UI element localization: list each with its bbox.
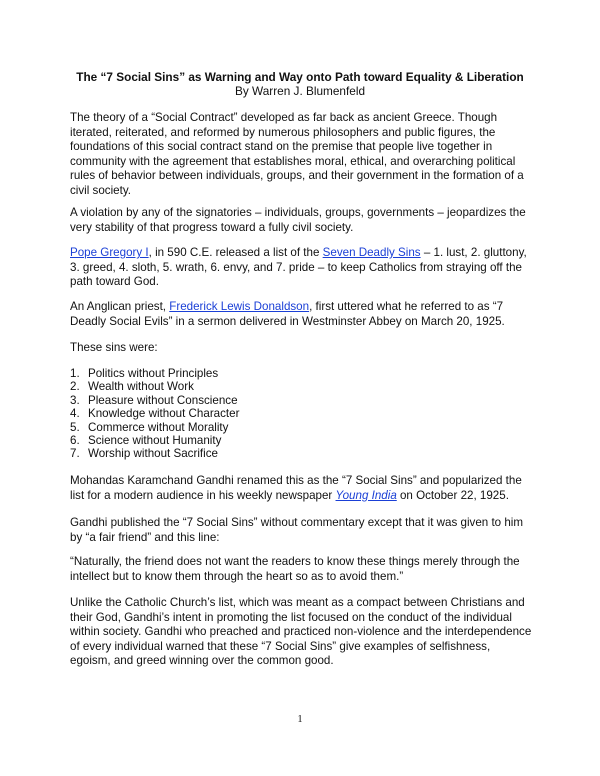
paragraph-text: on October 22, 1925.	[396, 488, 509, 502]
author-byline: By Warren J. Blumenfeld	[234, 84, 366, 98]
list-item	[70, 394, 532, 407]
list-number: 4.	[70, 407, 80, 421]
list-number: 6.	[70, 433, 80, 447]
paragraph-social-contract: The theory of a “Social Contract” developed as far back as ancient Greece. Though iterated, reiterated, and reformed by numerous philosophers and public figures, the foundations of this social contract stand on the premise that people live together in community with the agreement that establishes moral, ethical, and overarching political rules of behavior between individuals, groups, and their government in the formation of a civil society.	[70, 111, 524, 197]
list-text: Wealth without Work	[88, 380, 194, 394]
list-number: 7.	[70, 447, 80, 461]
page-number: 1	[297, 714, 303, 725]
list-text: Pleasure without Conscience	[88, 393, 238, 407]
list-text: Commerce without Morality	[88, 420, 229, 434]
paragraph-these-sins: These sins were:	[70, 341, 158, 354]
paragraph-catholic-church: Unlike the Catholic Church’s list, which was meant as a compact between Christians and their God, Gandhi’s intent in promoting the list focused on the conduct of the individual within society. Gandhi who preached and practiced non-violence and the interdependence of every individual warned that these “7 Social Sins” give examples of selfishness, egoism, and greed winning over the common good.	[70, 596, 532, 668]
list-item	[70, 380, 532, 393]
paragraph-donaldson	[70, 300, 532, 329]
list-item	[70, 434, 532, 447]
list-number: 5.	[70, 420, 80, 434]
sins-list	[70, 367, 532, 461]
link-seven-deadly-sins[interactable]: Seven Deadly Sins	[322, 246, 421, 259]
list-item	[70, 407, 532, 420]
paragraph-gandhi-renamed	[70, 474, 532, 503]
list-text: Science without Humanity	[88, 433, 222, 447]
list-item	[70, 367, 532, 380]
list-number: 1.	[70, 367, 80, 380]
document-title: The “7 Social Sins” as Warning and Way onto Path toward Equality & Liberation	[76, 70, 524, 84]
link-pope-gregory[interactable]: Pope Gregory I	[70, 246, 149, 259]
paragraph-text: An Anglican priest,	[70, 300, 170, 313]
paragraph-violation: A violation by any of the signatories – individuals, groups, governments – jeopardizes the very stability of that progress toward a fully civil society.	[70, 206, 526, 234]
link-frederick-lewis-donaldson[interactable]: Frederick Lewis Donaldson	[169, 300, 310, 313]
link-young-india[interactable]: Young India	[335, 488, 397, 502]
paragraph-text: , first uttered what he referred to as “7 Deadly Social Evils” in a sermon delivered in Westminster Abbey on March 20, 1925.	[70, 300, 505, 328]
list-item	[70, 421, 532, 434]
paragraph-quote: “Naturally, the friend does not want the readers to know these things merely through the intellect but to know them through the heart so as to avoid them.”	[70, 555, 520, 583]
paragraph-text: , in 590 C.E. released a list of the	[148, 246, 323, 259]
list-item	[70, 447, 532, 460]
list-text: Politics without Principles	[88, 367, 219, 380]
paragraph-text: – 1. lust, 2. gluttony, 3. greed, 4. sloth, 5. wrath, 6. envy, and 7. pride – to keep Catholics from straying off the path toward God.	[70, 246, 527, 289]
list-text: Worship without Sacrifice	[88, 447, 218, 461]
list-number: 2.	[70, 380, 80, 394]
paragraph-gandhi-published: Gandhi published the “7 Social Sins” without commentary except that it was given to him by “a fair friend” and this line:	[70, 516, 524, 544]
list-number: 3.	[70, 393, 80, 407]
paragraph-pope-gregory	[70, 246, 532, 290]
paragraph-text: Mohandas Karamchand Gandhi renamed this as the “7 Social Sins” and popularized the list for a modern audience in his weekly newspaper	[70, 474, 522, 502]
list-text: Knowledge without Character	[88, 407, 240, 421]
